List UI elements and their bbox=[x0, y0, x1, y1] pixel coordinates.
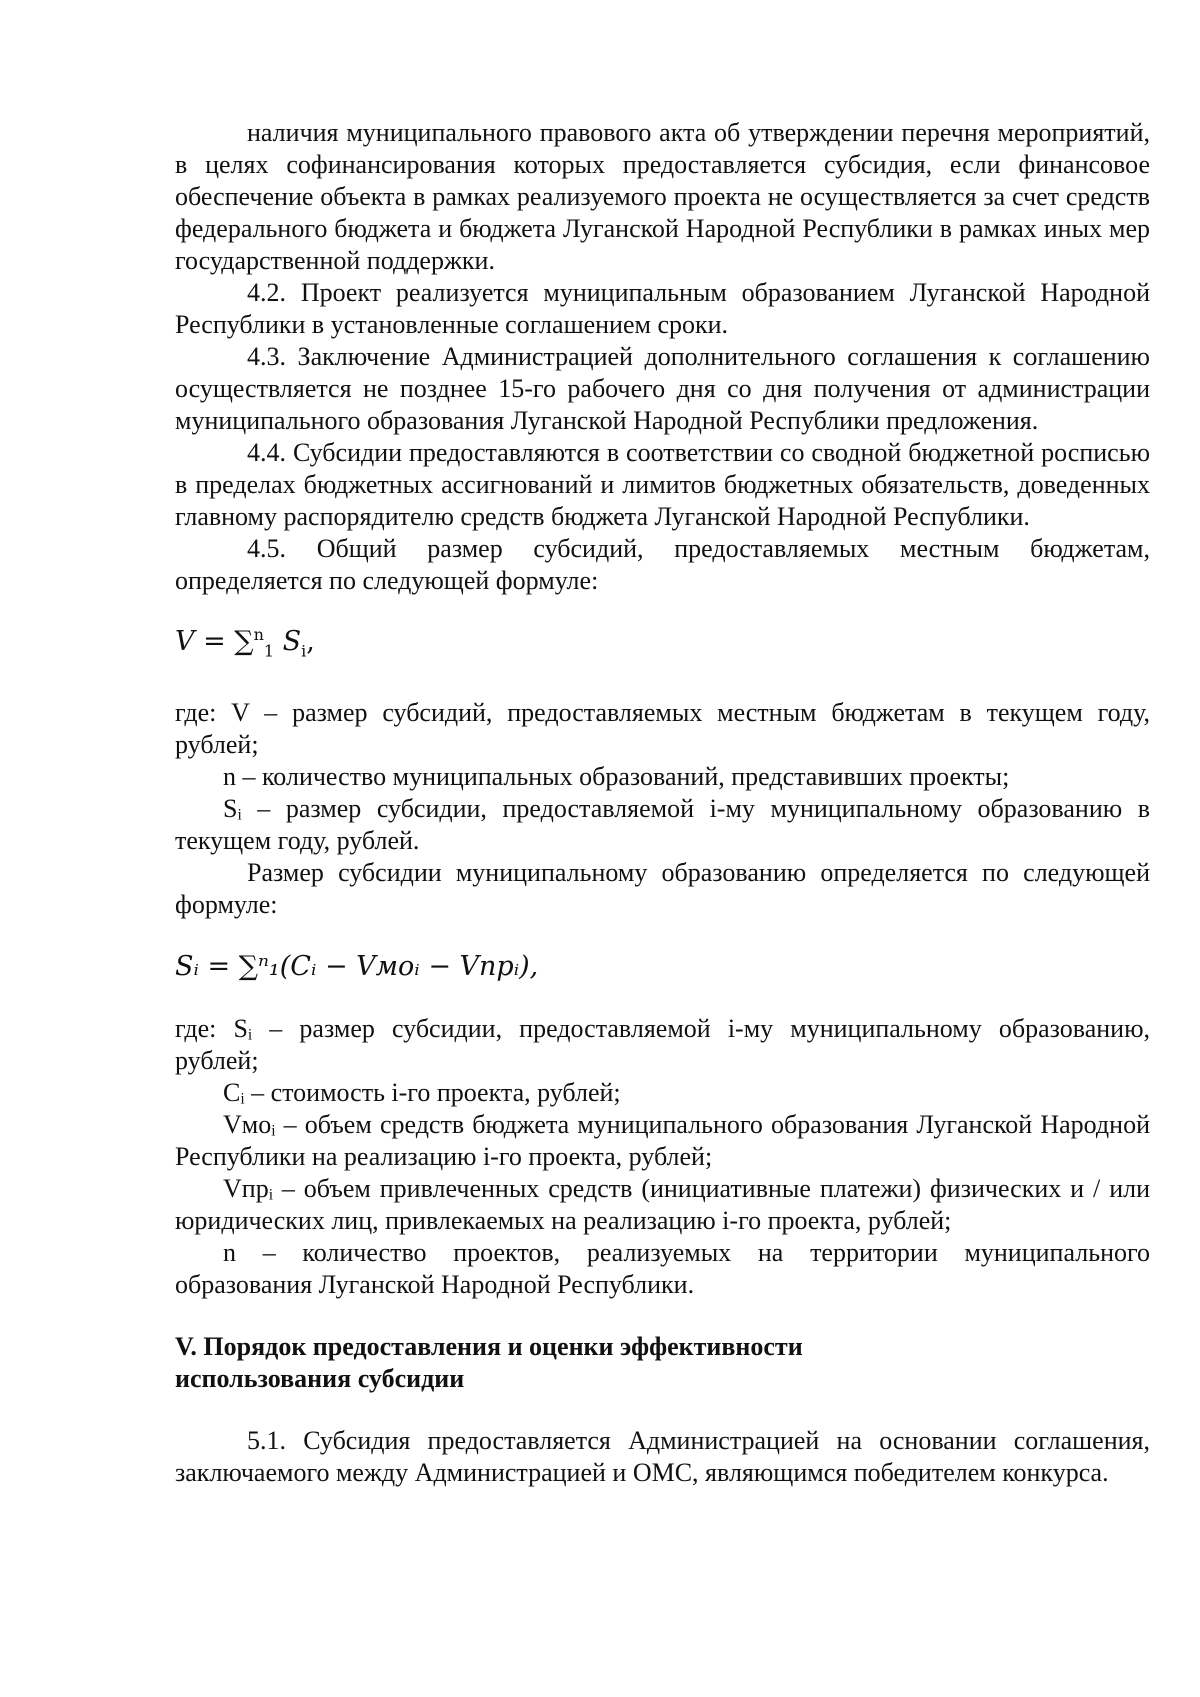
formula-total-subsidy bbox=[175, 619, 1150, 667]
definition-ci: Cᵢ – стоимость i-го проекта, рублей; bbox=[223, 1078, 621, 1108]
formula1-sum-lower: 1 bbox=[263, 641, 275, 661]
definition-v: где: V – размер субсидий, предоставляемых местным бюджетам в текущем году, рублей; bbox=[175, 698, 1150, 760]
paragraph-4-4: 4.4. Субсидии предоставляются в соответствии со сводной бюджетной росписью в пределах бюджетных ассигнований и лимитов бюджетных обязательств, доведенных главному распорядителю средств бюджета Луганской Народной Республики. bbox=[175, 438, 1150, 531]
formula1-sum-upper: n bbox=[253, 625, 264, 644]
definition-si-current-year: Sᵢ – размер субсидии, предоставляемой i-му муниципальному образованию в текущем году, рублей. bbox=[175, 794, 1150, 856]
document-body bbox=[175, 117, 1150, 1489]
formula1-eq: = bbox=[194, 626, 235, 657]
formula1-tail: , bbox=[306, 626, 315, 657]
paragraph-4-3: 4.3. Заключение Администрацией дополнительного соглашения к соглашению осуществляется не позднее 15-го рабочего дня со дня получения от администрации муниципального образования Луганской Народной Республики предложения. bbox=[175, 342, 1150, 435]
paragraph-5-1: 5.1. Субсидия предоставляется Администрацией на основании соглашения, заключаемого между Администрацией и ОМС, являющимся победителем конкурса. bbox=[175, 1426, 1150, 1488]
definition-si: где: Sᵢ – размер субсидии, предоставляемой i-му муниципальному образованию, рублей; bbox=[175, 1014, 1150, 1076]
formula1-term: S bbox=[282, 626, 302, 657]
formula2-intro: Размер субсидии муниципальному образованию определяется по следующей формуле: bbox=[175, 858, 1150, 920]
paragraph-4-5: 4.5. Общий размер субсидий, предоставляемых местным бюджетам, определяется по следующей формуле: bbox=[175, 534, 1150, 595]
paragraph-4-2: 4.2. Проект реализуется муниципальным образованием Луганской Народной Республики в установленные соглашением сроки. bbox=[175, 278, 1150, 339]
formula-municipal-subsidy: Sᵢ = ∑ⁿ₁(Cᵢ − Vмоᵢ − Vпрᵢ), bbox=[175, 951, 539, 983]
formula1-term-index: i bbox=[301, 641, 307, 661]
definition-vmo: Vмоᵢ – объем средств бюджета муниципального образования Луганской Народной Республики на реализацию i-го проекта, рублей; bbox=[175, 1110, 1150, 1172]
definition-vpr: Vпрᵢ – объем привлеченных средств (инициативные платежи) физических и / или юридических лиц, привлекаемых на реализацию i-го проекта, рублей; bbox=[175, 1174, 1150, 1236]
definition-n-projects: n – количество проектов, реализуемых на территории муниципального образования Луганской Народной Республики. bbox=[175, 1238, 1150, 1300]
definition-n-municipalities: n – количество муниципальных образований, представивших проекты; bbox=[223, 762, 1010, 792]
section-5-heading-line-1: V. Порядок предоставления и оценки эффективности bbox=[175, 1332, 803, 1362]
paragraph-4-1-continuation: наличия муниципального правового акта об утверждении перечня мероприятий, в целях софинансирования которых предоставляется субсидия, если финансовое обеспечение объекта в рамках реализуемого проекта не осуществляется за счет средств федерального бюджета и бюджета Луганской Народной Республики в рамках иных мер государственной поддержки. bbox=[175, 118, 1150, 275]
formula1-sum: ∑ bbox=[234, 626, 254, 657]
section-5-heading-line-2: использования субсидии bbox=[175, 1364, 465, 1394]
formula1-lhs: V bbox=[175, 626, 195, 657]
